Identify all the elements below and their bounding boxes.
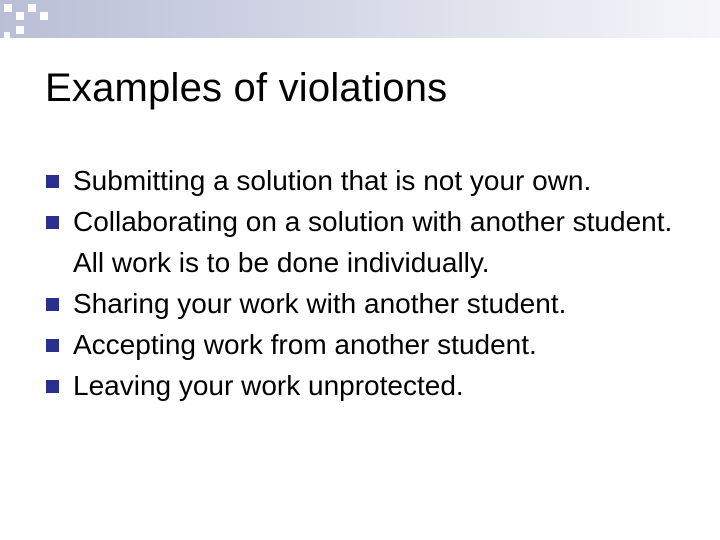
bullet-text: Collaborating on a solution with another student. All work is to be done individually. (73, 206, 687, 278)
bullet-item (46, 365, 696, 406)
top-decorative-band (0, 0, 720, 38)
square-bullet-icon (46, 380, 59, 393)
decor-square (16, 26, 24, 34)
decor-square (28, 4, 36, 12)
bullet-item (46, 160, 696, 201)
bullet-text: Leaving your work unprotected. (73, 370, 464, 401)
square-bullet-icon (46, 216, 59, 229)
bullet-item (46, 283, 696, 324)
bullet-text: Sharing your work with another student. (73, 288, 567, 319)
bullet-text: Submitting a solution that is not your own. (73, 165, 592, 196)
corner-squares-decoration (0, 0, 60, 44)
square-bullet-icon (46, 298, 59, 311)
bullet-list (46, 160, 696, 406)
square-bullet-icon (46, 175, 59, 188)
decor-square (4, 32, 10, 38)
decor-square (16, 12, 24, 20)
slide-title: Examples of violations (45, 66, 448, 110)
bullet-text: Accepting work from another student. (73, 329, 537, 360)
square-bullet-icon (46, 339, 59, 352)
bullet-item (46, 201, 696, 283)
bullet-item (46, 324, 696, 365)
decor-square (4, 4, 12, 12)
decor-square (40, 12, 48, 20)
